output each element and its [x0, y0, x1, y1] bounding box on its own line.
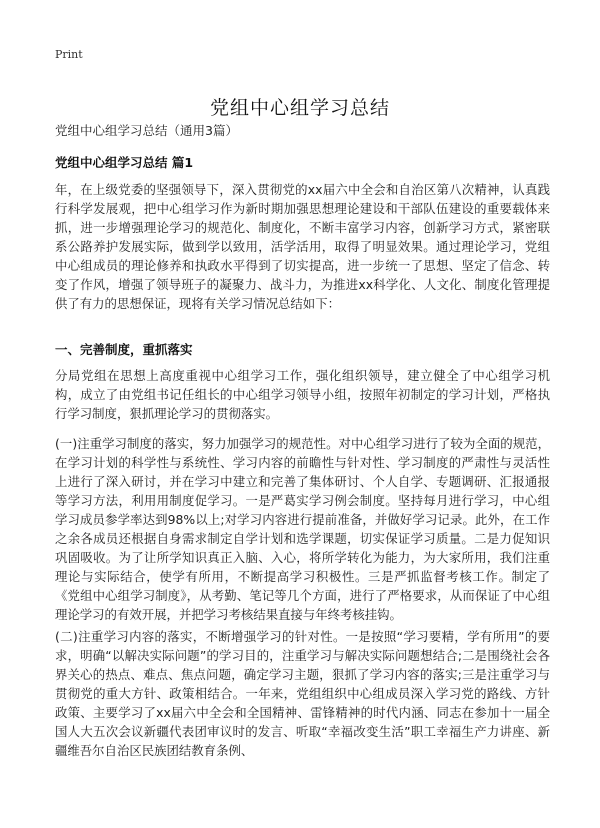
section-heading: 一、完善制度，重抓落实 [55, 342, 193, 357]
print-link[interactable]: Print [55, 48, 83, 61]
body-paragraph-1: 分局党组在思想上高度重视中心组学习工作，强化组织领导，建立健全了中心组学习机构，成立了由党组书记任组长的中心组学习领导小组，按照年初制定的学习计划，严格执行学习制度，狠抓理论学习的贯彻落实。 [55, 368, 550, 421]
document-subtitle: 党组中心组学习总结（通用3篇） [55, 123, 238, 138]
body-paragraph-3: (二)注重学习内容的落实，不断增强学习的针对性。一是按照“学习要精，学有所用”的要求，明确“以解决实际问题”的学习目的，注重学习与解决实际问题想结合;二是围绕社会各界关心的热点、难点、焦点问题，确定学习主题，狠抓了学习内容的落实;三是注重学习与贯彻党的重大方针、政策相结合。一年来，党组组织中心组成员深入学习党的路线、方针政策、主要学习了xx届六中全会和全国精神、雷锋精神的时代内涵、同志在参加十一届全国人大五次会议新疆代表团审议时的发言、听取“幸福改变生活”职工幸福生产力讲座、新疆维吾尔自治区民族团结教育条例、 [55, 629, 550, 758]
body-paragraph-2: (一)注重学习制度的落实，努力加强学习的规范性。对中心组学习进行了较为全面的规范，在学习计划的科学性与系统性、学习内容的前瞻性与针对性、学习制度的严肃性与灵活性上进行了深入研讨，并在学习中建立和完善了集体研讨、个人自学、专题调研、汇报通报等学习方法，利用用制度促学习。一是严葛实学习例会制度。坚持每月进行学习，中心组学习成员参学率达到98%以上;对学习内容进行提前准备，并做好学习记录。此外，在工作之余各成员还根据自身需求制定自学计划和选学课题，切实保证学习质量。二是力促知识巩固吸收。为了让所学知识真正入脑、入心，将所学转化为能力，为大家所用，我们注重理论与实际结合，使学有所用，不断提高学习积极性。三是严抓监督考核工作。制定了《党组中心组学习制度》，从考勤、笔记等几个方面，进行了严格要求，从而保证了中心组理论学习的有效开展，并把学习考核结果直接与年终考核挂钩。 [55, 436, 550, 622]
article-heading: 党组中心组学习总结 篇1 [55, 155, 194, 170]
document-title: 党组中心组学习总结 [209, 96, 390, 119]
intro-paragraph: 年，在上级党委的坚强领导下，深入贯彻党的xx届六中全会和自治区第八次精神，认真践行科学发展观，把中心组学习作为新时期加强思想理论建设和干部队伍建设的重要载体来抓，进一步增强理论学习的规范化、制度化，不断丰富学习内容，创新学习方式，紧密联系公路养护发展实际，做到学以致用，活学活用，取得了明显效果。通过理论学习，党组中心组成员的理论修养和执政水平得到了切实提高，进一步统一了思想、坚定了信念、转变了作风，增强了领导班子的凝聚力、战斗力，为推进xx科学化、人文化、制度化管理提供了有力的思想保证，现将有关学习情况总结如下： [55, 182, 550, 311]
